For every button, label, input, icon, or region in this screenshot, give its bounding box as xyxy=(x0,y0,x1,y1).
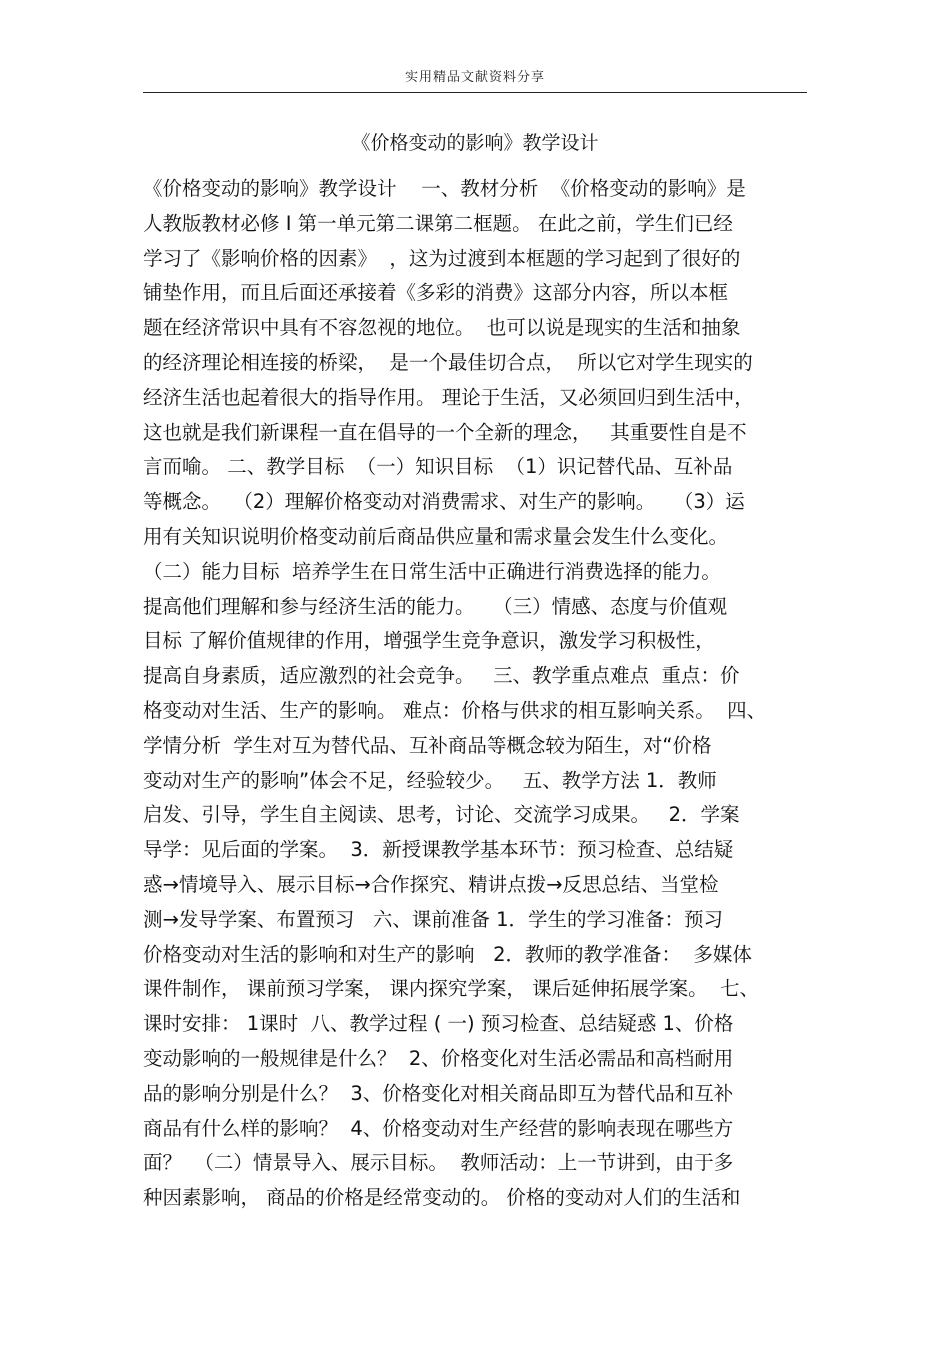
body-line: 《价格变动的影响》教学设计 一、教材分析 《价格变动的影响》是 xyxy=(143,177,746,200)
body-line: 种因素影响， 商品的价格是经常变动的。 价格的变动对人们的生活和 xyxy=(143,1186,741,1210)
body-line: 课时安排： 1课时 八、教学过程 ( 一) 预习检查、总结疑惑 1、价格 xyxy=(143,1012,734,1036)
document-body xyxy=(143,172,823,1216)
body-line: 变动对生产的影响”体会不足，经验较少。 五、教学方法 1．教师 xyxy=(143,768,717,792)
body-line: 商品有什么样的影响？ 4、价格变动对生产经营的影响表现在哪些方 xyxy=(143,1116,734,1140)
body-line: 目标 了解价值规律的作用，增强学生竞争意识，激发学习积极性， xyxy=(143,629,715,653)
body-line: 用有关知识说明价格变动前后商品供应量和需求量会发生什么变化。 xyxy=(143,524,729,548)
body-line: 面？ （二）情景导入、展示目标。 教师活动：上一节讲到，由于多 xyxy=(143,1151,734,1175)
body-line: 惑→情境导入、展示目标→合作探究、精讲点拨→反思总结、当堂检 xyxy=(143,872,719,896)
body-line: 经济生活也起着很大的指导作用。 理论于生活，又必须回归到生活中， xyxy=(143,385,754,409)
body-line: 课件制作， 课前预习学案， 课内探究学案， 课后延伸拓展学案。 七、 xyxy=(143,977,759,1001)
body-line: 学习了《影响价格的因素》 ，这为过渡到本框题的学习起到了很好的 xyxy=(143,246,741,270)
body-line: 提高他们理解和参与经济生活的能力。 （三）情感、态度与价值观 xyxy=(143,594,728,618)
body-line: 这也就是我们新课程一直在倡导的一个全新的理念， 其重要性自是不 xyxy=(143,420,747,444)
body-line: 测→发导学案、布置预习 六、课前准备 1．学生的学习准备：预习 xyxy=(143,907,724,931)
body-line: 格变动对生活、生产的影响。 难点：价格与供求的相互影响关系。 四、 xyxy=(143,698,767,722)
body-line: 的经济理论相连接的桥梁， 是一个最佳切合点， 所以它对学生现实的 xyxy=(143,350,753,374)
document-title: 《价格变动的影响》教学设计 xyxy=(351,132,599,154)
body-line: 导学：见后面的学案。 3．新授课教学基本环节：预习检查、总结疑 xyxy=(143,838,734,862)
body-line: 提高自身素质，适应激烈的社会竞争。 三、教学重点难点 重点：价 xyxy=(143,664,740,688)
body-line: 铺垫作用，而且后面还承接着《多彩的消费》这部分内容，所以本框 xyxy=(143,281,729,305)
body-line: 变动影响的一般规律是什么？ 2、价格变化对生活必需品和高档耐用 xyxy=(143,1046,734,1070)
header-rule xyxy=(143,92,807,93)
body-line: 等概念。 （2）理解价格变动对消费需求、对生产的影响。 （3）运 xyxy=(143,490,745,514)
body-line: 题在经济常识中具有不容忽视的地位。 也可以说是现实的生活和抽象 xyxy=(143,316,741,340)
body-line: 言而喻。 二、教学目标 （一）知识目标 （1）识记替代品、互补品 xyxy=(143,455,733,479)
body-line: 人教版教材必修 Ⅰ 第一单元第二课第二框题。 在此之前，学生们已经 xyxy=(143,211,733,235)
body-line: 价格变动对生活的影响和对生产的影响 2．教师的教学准备： 多媒体 xyxy=(143,942,752,966)
body-line: （二）能力目标 培养学生在日常生活中正确进行消费选择的能力。 xyxy=(143,559,721,583)
body-line: 学情分析 学生对互为替代品、互补商品等概念较为陌生，对“价格 xyxy=(143,733,712,757)
body-line: 品的影响分别是什么？ 3、价格变化对相关商品即互为替代品和互补 xyxy=(143,1081,734,1105)
body-line: 启发、引导，学生自主阅读、思考，讨论、交流学习成果。 2．学案 xyxy=(143,803,740,827)
page-header: 实用精品文献资料分享 xyxy=(404,70,545,85)
